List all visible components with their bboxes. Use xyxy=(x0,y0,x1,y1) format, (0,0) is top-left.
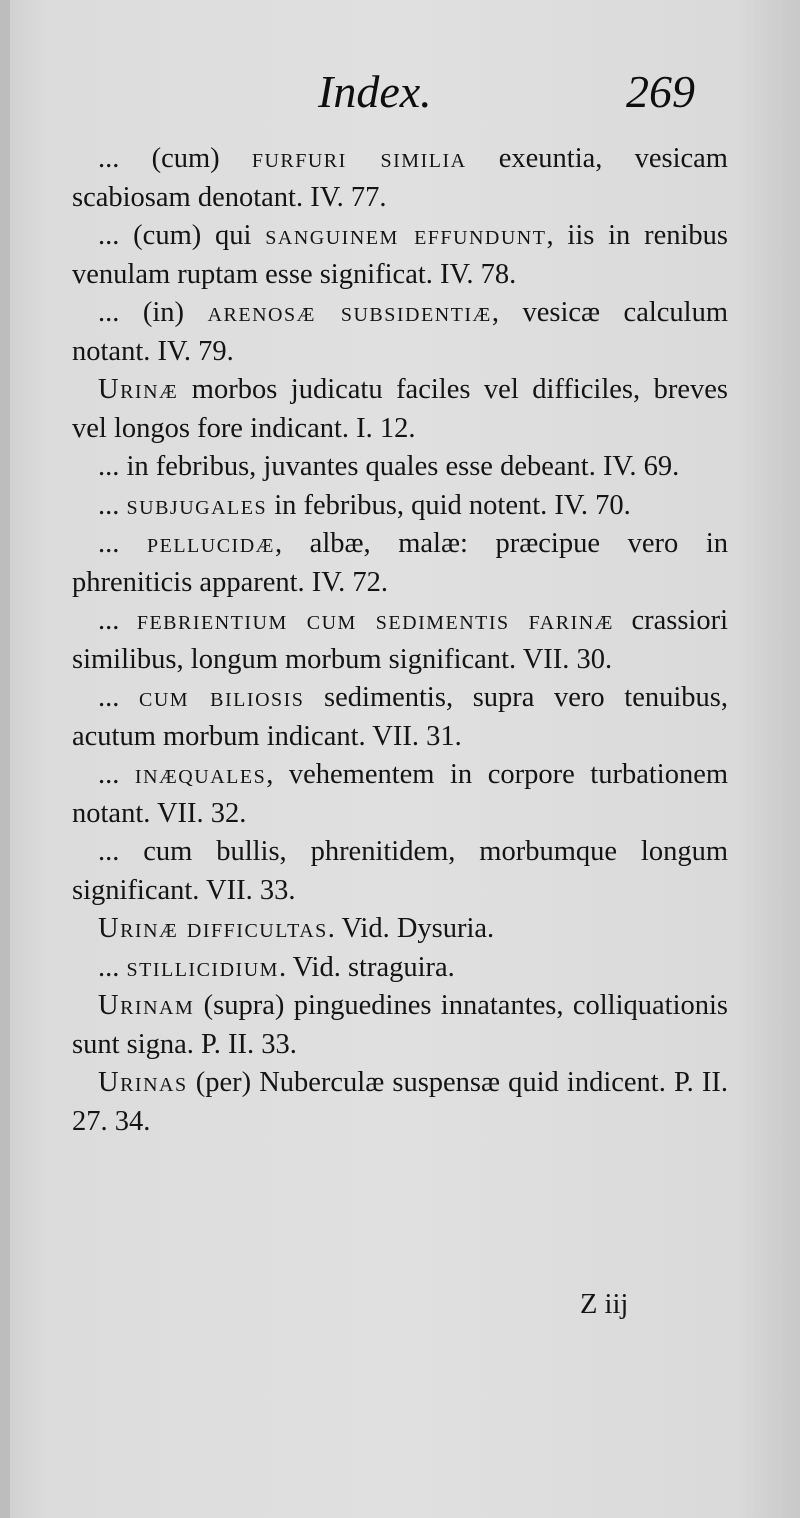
index-entry: ... stillicidium. Vid. straguira. xyxy=(98,951,455,983)
index-entry: ... (cum) qui sanguinem effundunt, iis in renibus venulam ruptam esse significat. IV. 78. xyxy=(72,220,728,290)
index-entries xyxy=(72,140,728,1141)
index-entry: ... subjugales in febribus, quid notent. IV. 70. xyxy=(98,489,631,521)
index-entry: ... pellucidæ, albæ, malæ: præcipue vero in phreniticis apparent. IV. 72. xyxy=(72,528,728,598)
index-entry: Urinas (per) Nuberculæ suspensæ quid indicent. P. II. 27. 34. xyxy=(72,1067,728,1137)
page-gutter xyxy=(0,0,10,1518)
page-header xyxy=(0,62,800,122)
running-title: Index. xyxy=(318,66,432,117)
index-entry: ... in febribus, juvantes quales esse debeant. IV. 69. xyxy=(98,451,680,482)
index-entry: ... cum bullis, phrenitidem, morbumque longum significant. VII. 33. xyxy=(72,836,728,906)
signature-mark: Z iij xyxy=(580,1289,629,1320)
page-number: 269 xyxy=(626,66,695,117)
index-entry: Urinam (supra) pinguedines innatantes, colliquationis sunt signa. P. II. 33. xyxy=(72,990,728,1060)
index-entry: ... inæquales, vehementem in corpore turbationem notant. VII. 32. xyxy=(72,759,729,829)
index-entry: ... febrientium cum sedimentis farinæ crassiori similibus, longum morbum significant. VII. 30. xyxy=(72,605,728,675)
index-entry: ... (cum) furfuri similia exeuntia, vesicam scabiosam denotant. IV. 77. xyxy=(72,143,728,213)
index-entry: Urinæ difficultas. Vid. Dysuria. xyxy=(98,913,495,944)
index-entry: ... cum biliosis sedimentis, supra vero tenuibus, acutum morbum indicant. VII. 31. xyxy=(72,682,729,752)
index-entry: Urinæ morbos judicatu faciles vel difficiles, breves vel longos fore indicant. I. 12. xyxy=(72,374,728,444)
index-entry: ... (in) arenosæ subsidentiæ, vesicæ calculum notant. IV. 79. xyxy=(72,297,728,367)
